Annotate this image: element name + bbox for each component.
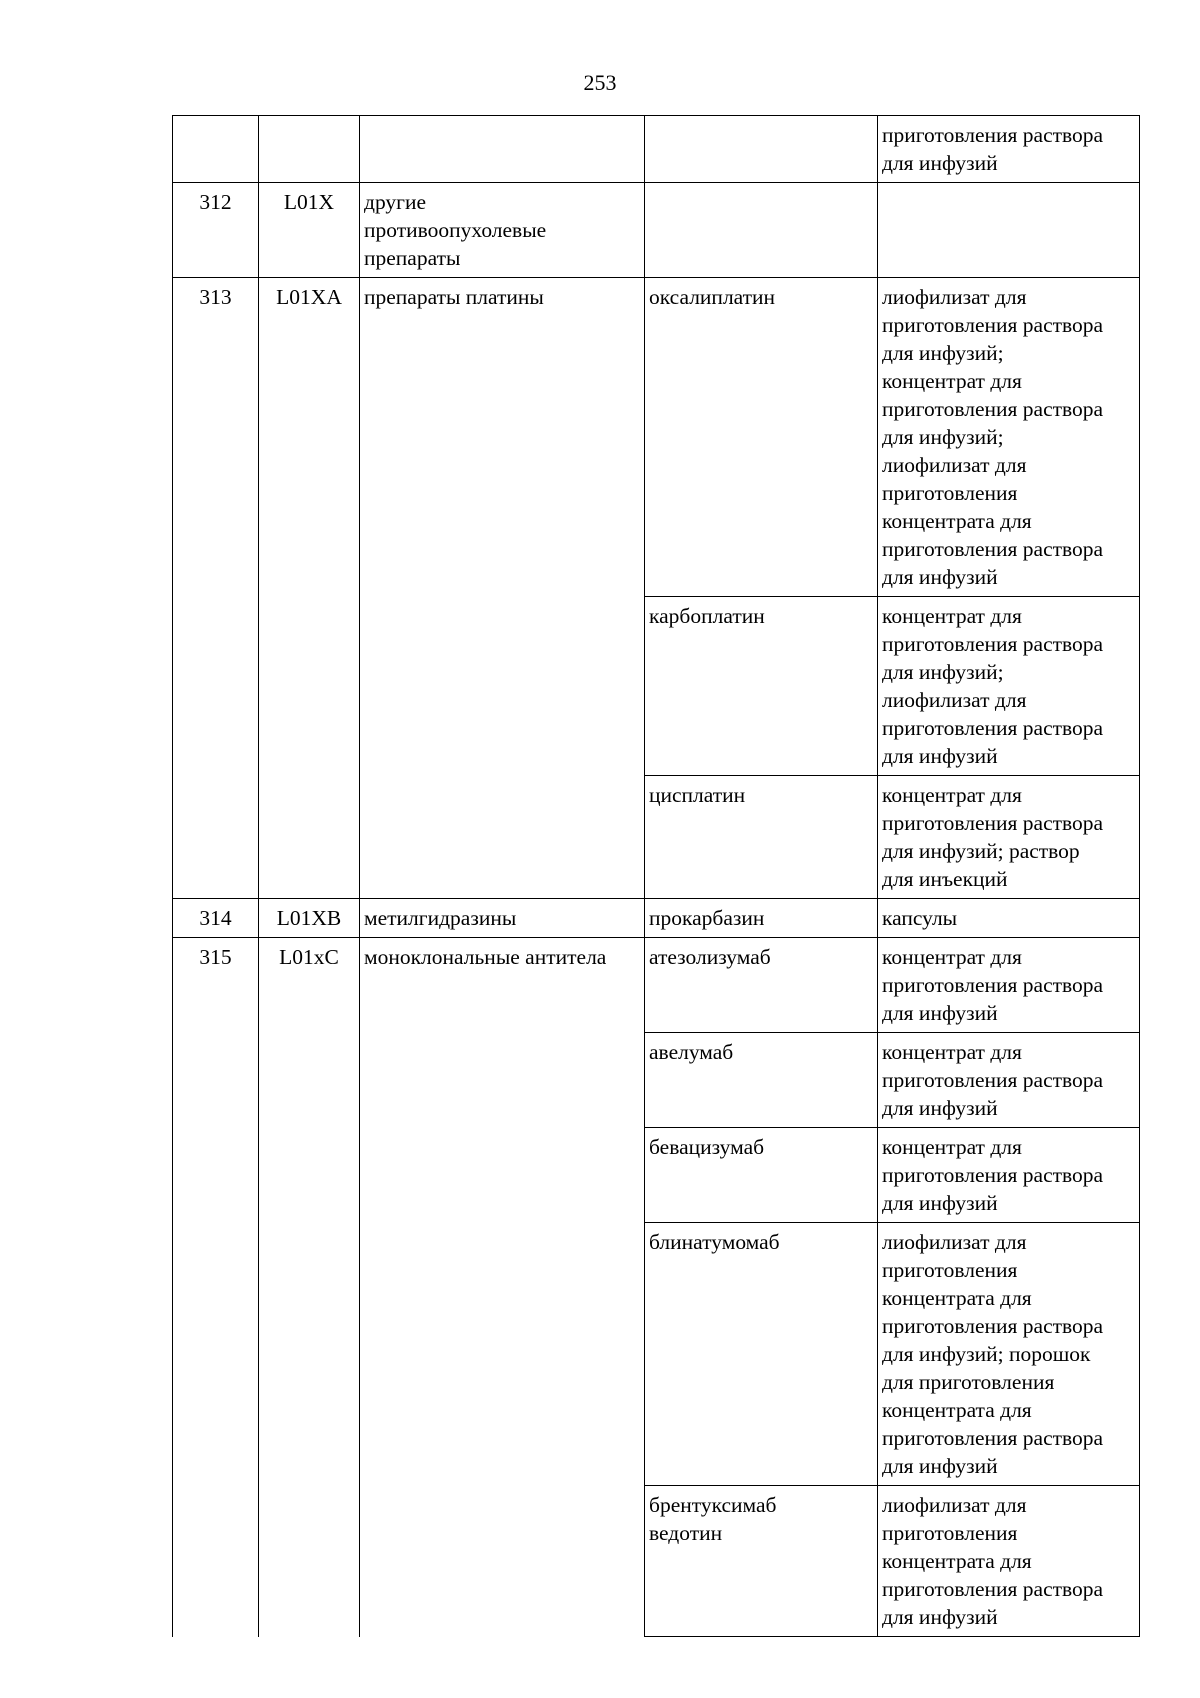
table-row — [173, 183, 1140, 278]
group-name: моноклональные антитела — [360, 938, 645, 1637]
dosage-form: лиофилизат для приготовления концентрата для приготовления раствора для инфузий — [878, 1486, 1140, 1637]
group-name — [360, 116, 645, 183]
atc-code — [259, 116, 360, 183]
dosage-form: лиофилизат для приготовления раствора для инфузий; концентрат для приготовления раствора для инфузий; лиофилизат для приготовления концентрата для приготовления раствора для инфузий — [878, 278, 1140, 597]
row-number: 315 — [173, 938, 259, 1637]
atc-code: L01xC — [259, 938, 360, 1637]
drug-name: бевацизумаб — [645, 1128, 878, 1223]
dosage-form: капсулы — [878, 899, 1140, 938]
table-row — [173, 278, 1140, 597]
table-row — [173, 116, 1140, 183]
group-name: другие противоопухолевые препараты — [360, 183, 645, 278]
atc-code: L01XA — [259, 278, 360, 899]
row-number: 313 — [173, 278, 259, 899]
atc-code: L01XB — [259, 899, 360, 938]
dosage-form: концентрат для приготовления раствора для инфузий; раствор для инъекций — [878, 776, 1140, 899]
atc-code: L01X — [259, 183, 360, 278]
drug-name: брентуксимаб ведотин — [645, 1486, 878, 1637]
dosage-form: концентрат для приготовления раствора для инфузий — [878, 1033, 1140, 1128]
page-number: 253 — [583, 70, 617, 95]
drug-name: блинатумомаб — [645, 1223, 878, 1486]
drug-name: оксалиплатин — [645, 278, 878, 597]
drug-name: карбоплатин — [645, 597, 878, 776]
table-row — [173, 938, 1140, 1033]
drug-name — [645, 183, 878, 278]
group-name: метилгидразины — [360, 899, 645, 938]
drug-name: авелумаб — [645, 1033, 878, 1128]
drug-name: атезолизумаб — [645, 938, 878, 1033]
row-number: 312 — [173, 183, 259, 278]
drug-name: прокарбазин — [645, 899, 878, 938]
row-number: 314 — [173, 899, 259, 938]
dosage-form — [878, 183, 1140, 278]
drug-name — [645, 116, 878, 183]
dosage-form: концентрат для приготовления раствора для инфузий — [878, 938, 1140, 1033]
row-number — [173, 116, 259, 183]
drug-name: цисплатин — [645, 776, 878, 899]
drug-table — [172, 115, 1140, 1637]
dosage-form: концентрат для приготовления раствора для инфузий — [878, 1128, 1140, 1223]
dosage-form: приготовления раствора для инфузий — [878, 116, 1140, 183]
table-row — [173, 899, 1140, 938]
group-name: препараты платины — [360, 278, 645, 899]
dosage-form: концентрат для приготовления раствора для инфузий; лиофилизат для приготовления раствора для инфузий — [878, 597, 1140, 776]
dosage-form: лиофилизат для приготовления концентрата для приготовления раствора для инфузий; порошок для приготовления концентрата для приготовления раствора для инфузий — [878, 1223, 1140, 1486]
